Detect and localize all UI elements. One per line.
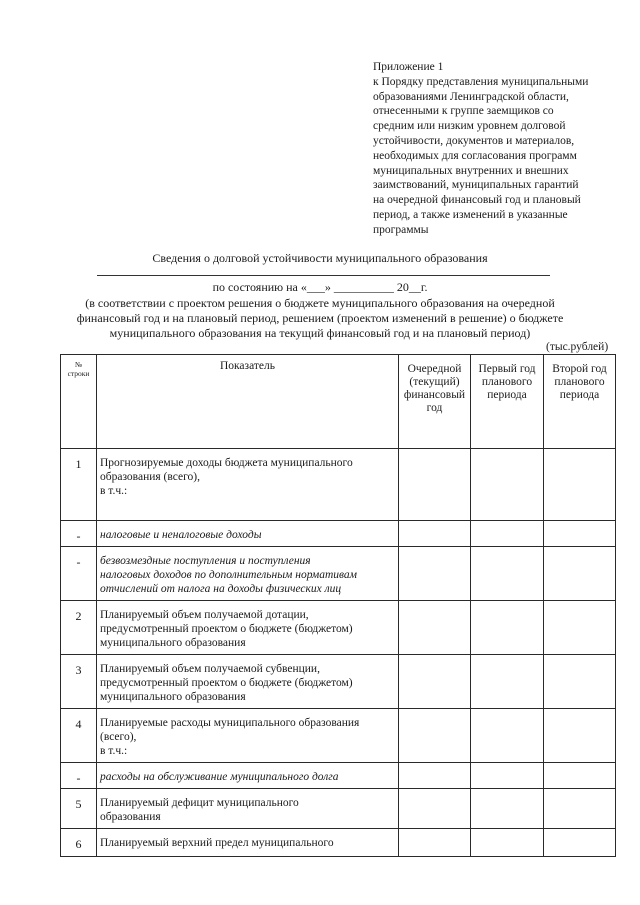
header-text: периода (559, 389, 600, 401)
header-text: периода (487, 389, 527, 401)
value-cell (471, 763, 544, 789)
header-text: строки (67, 369, 90, 378)
indicator-line: муниципального образования (100, 637, 246, 649)
value-cell (399, 547, 471, 601)
indicator-line: отчислений от налога на доходы физических лиц (100, 583, 342, 595)
indicator-line: (всего), (100, 731, 137, 743)
row-indicator (97, 601, 399, 655)
row-number: 1 (61, 449, 97, 521)
appendix-line: период, а также изменений в указанные (373, 208, 568, 221)
indicator-line: Планируемый объем получаемой субвенции, (100, 663, 320, 675)
header-text: (текущий) (409, 376, 460, 388)
header-text: планового (554, 376, 605, 388)
municipality-name-blank-line (97, 275, 550, 276)
indicator-line: Планируемые расходы муниципального образования (100, 717, 360, 729)
value-cell (471, 655, 544, 709)
row-number: 6 (61, 829, 97, 857)
table-header-row (61, 355, 616, 449)
indicator-line: безвозмездные поступления и поступления (100, 555, 311, 567)
value-cell (544, 449, 616, 521)
value-cell (544, 763, 616, 789)
row-indicator (97, 763, 399, 789)
value-cell (544, 709, 616, 763)
header-text: финансовый (403, 389, 466, 401)
value-cell (544, 789, 616, 829)
row-number: - (61, 521, 97, 547)
document-title: Сведения о долговой устойчивости муниципального образования (152, 251, 488, 265)
header-current-year (399, 355, 471, 449)
row-indicator (97, 547, 399, 601)
appendix-line: образованиями Ленинградской области, (373, 90, 569, 103)
row-number: 4 (61, 709, 97, 763)
table-row (61, 763, 616, 789)
indicator-line: расходы на обслуживание муниципального долга (100, 771, 339, 783)
indicator-line: Прогнозируемые доходы бюджета муниципального (100, 457, 353, 469)
indicator-line: образования (100, 811, 161, 823)
header-text: Второй год (552, 363, 607, 375)
table-row (61, 547, 616, 601)
value-cell (399, 655, 471, 709)
row-indicator (97, 829, 399, 857)
value-cell (399, 449, 471, 521)
indicator-line: Планируемый дефицит муниципального (100, 797, 299, 809)
header-text: планового (481, 376, 533, 388)
appendix-line: заимствований, муниципальных гарантий (373, 179, 579, 192)
table-row (61, 521, 616, 547)
value-cell (399, 829, 471, 857)
header-indicator: Показатель (97, 355, 399, 449)
value-cell (399, 763, 471, 789)
indicator-line: муниципального образования (100, 691, 246, 703)
value-cell (399, 789, 471, 829)
table-row (61, 449, 616, 521)
header-row-number (61, 355, 97, 449)
table-row (61, 789, 616, 829)
row-indicator (97, 449, 399, 521)
value-cell (399, 601, 471, 655)
appendix-line: программы (373, 223, 429, 236)
header-first-planning-year (471, 355, 544, 449)
indicator-line: налоговые и неналоговые доходы (100, 529, 262, 541)
appendix-line: отнесенными к группе заемщиков со (373, 105, 554, 118)
appendix-line: на очередной финансовый год и плановый (373, 194, 581, 207)
indicator-line: предусмотренный проектом о бюджете (бюджетом) (100, 677, 353, 689)
header-text: год (426, 402, 443, 414)
debt-sustainability-table (60, 354, 616, 857)
row-number: - (61, 547, 97, 601)
table-row (61, 709, 616, 763)
value-cell (544, 547, 616, 601)
indicator-line: Планируемый верхний предел муниципального (100, 837, 334, 849)
appendix-line: Приложение 1 (373, 61, 444, 73)
header-text: Первый год (478, 363, 536, 375)
row-indicator (97, 521, 399, 547)
appendix-line: средним или низким уровнем долговой (373, 120, 566, 133)
units-label: (тыс.рублей) (546, 341, 609, 353)
table-row (61, 829, 616, 857)
value-cell (471, 789, 544, 829)
context-line: финансовый год и на плановый период, решением (проектом изменений в решение) о бюджете (76, 311, 564, 325)
indicator-line: Планируемый объем получаемой дотации, (100, 609, 309, 621)
row-number: 5 (61, 789, 97, 829)
as-of-date-line: по состоянию на «___» __________ 20__г. (212, 280, 428, 294)
appendix-line: устойчивости, документов и материалов, (373, 134, 575, 147)
value-cell (471, 521, 544, 547)
appendix-note (373, 60, 623, 238)
row-indicator (97, 655, 399, 709)
header-text: Очередной (407, 363, 462, 375)
appendix-line: к Порядку представления муниципальными (373, 75, 589, 88)
header-second-planning-year (544, 355, 616, 449)
row-indicator (97, 709, 399, 763)
header-text: № (74, 360, 83, 369)
value-cell (544, 521, 616, 547)
value-cell (471, 601, 544, 655)
appendix-line: муниципальных внутренних и внешних (373, 164, 569, 177)
row-number: 2 (61, 601, 97, 655)
value-cell (399, 521, 471, 547)
row-number: - (61, 763, 97, 789)
value-cell (399, 709, 471, 763)
value-cell (544, 829, 616, 857)
indicator-line: предусмотренный проектом о бюджете (бюджетом) (100, 623, 353, 635)
value-cell (544, 601, 616, 655)
value-cell (471, 449, 544, 521)
context-line: (в соответствии с проектом решения о бюджете муниципального образования на очередной (85, 296, 555, 310)
value-cell (471, 547, 544, 601)
table-row (61, 655, 616, 709)
indicator-line: в т.ч.: (100, 485, 128, 497)
value-cell (544, 655, 616, 709)
indicator-line: налоговых доходов по дополнительным нормативам (100, 569, 358, 581)
row-number: 3 (61, 655, 97, 709)
value-cell (471, 709, 544, 763)
indicator-line: образования (всего), (100, 471, 200, 483)
row-indicator (97, 789, 399, 829)
context-line: муниципального образования на текущий финансовый год и на плановый период) (109, 326, 531, 340)
indicator-line: в т.ч.: (100, 745, 128, 757)
value-cell (471, 829, 544, 857)
context-note (40, 296, 600, 341)
appendix-line: необходимых для согласования программ (373, 149, 577, 162)
table-row (61, 601, 616, 655)
